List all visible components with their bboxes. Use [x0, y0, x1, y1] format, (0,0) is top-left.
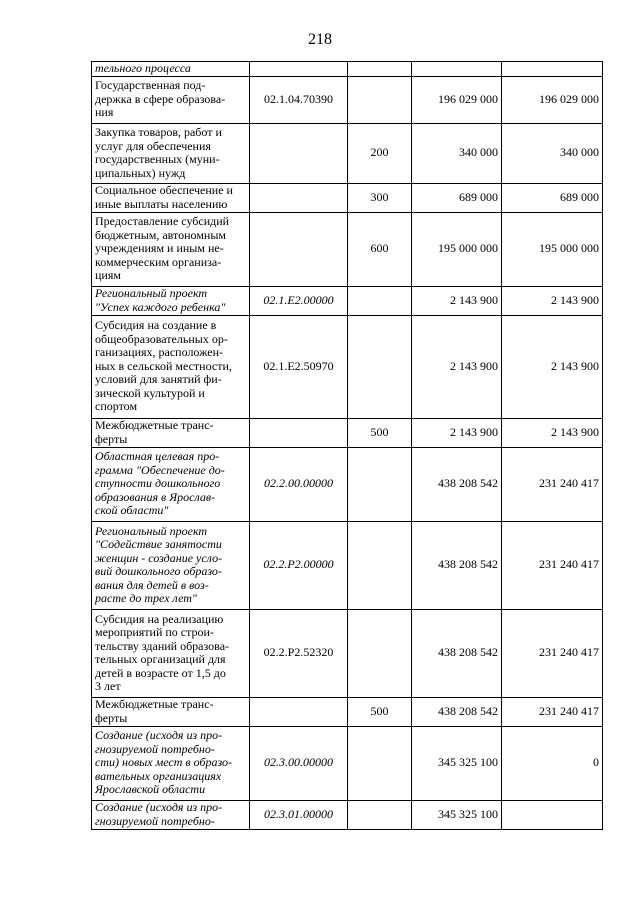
row-name-line: ступности дошкольного: [95, 476, 221, 491]
row-expense-type-cell: 500: [348, 697, 412, 726]
row-name-line: гнозируемой потребно-: [95, 813, 215, 828]
row-code-cell: [250, 212, 348, 286]
row-name-cell: [92, 609, 250, 697]
row-expense-type-cell: [348, 315, 412, 418]
row-name-line: мероприятий по строи-: [95, 625, 214, 639]
row-expense-type-cell: [348, 609, 412, 697]
row-code-cell: 02.2.P2.00000: [250, 521, 348, 609]
row-name-cell: [92, 697, 250, 726]
row-name-cell: [92, 447, 250, 521]
row-code-cell: 02.1.E2.00000: [250, 286, 348, 315]
row-name-line: 3 лет: [95, 679, 121, 693]
row-name-line: ных в сельской местности,: [95, 358, 232, 373]
row-code-cell: [250, 697, 348, 726]
row-name-line: Региональный проект: [95, 286, 208, 300]
row-amount-year1-cell: 2 143 900: [412, 315, 502, 418]
row-name-cell: [92, 212, 250, 286]
row-name-line: государственных (муни-: [95, 152, 220, 166]
row-name-cell: [92, 418, 250, 447]
row-amount-year1-cell: 345 325 100: [412, 800, 502, 829]
row-name-line: "Успех каждого ребенка": [95, 299, 226, 314]
row-amount-year1-cell: 345 325 100: [412, 726, 502, 800]
row-name-line: сти) новых мест в образо-: [95, 755, 233, 770]
row-name-line: вий дошкольного образо-: [95, 564, 222, 578]
row-name-line: Областная целевая про-: [95, 449, 220, 464]
row-amount-year1-cell: 2 143 900: [412, 418, 502, 447]
row-code-cell: 02.3.01.00000: [250, 800, 348, 829]
row-name-line: вательных организациях: [95, 768, 222, 783]
row-name-line: зической культурой и: [95, 385, 205, 400]
row-amount-year2-cell: 231 240 417: [502, 447, 603, 521]
row-amount-year2-cell: 231 240 417: [502, 697, 603, 726]
row-code-cell: 02.1.04.70390: [250, 76, 348, 123]
row-code-cell: 02.2.00.00000: [250, 447, 348, 521]
budget-table: [91, 61, 603, 830]
row-name-line: расте до трех лет": [95, 591, 197, 605]
row-name-line: спортом: [95, 399, 138, 414]
row-amount-year2-cell: 231 240 417: [502, 609, 603, 697]
row-expense-type-cell: 500: [348, 418, 412, 447]
row-name-line: Создание (исходя из про-: [95, 728, 223, 743]
row-expense-type-cell: [348, 76, 412, 123]
row-name-line: иные выплаты населению: [95, 196, 228, 211]
row-name-line: ферты: [95, 431, 128, 446]
row-name-line: Межбюджетные транс-: [95, 418, 214, 432]
row-name-line: Государственная под-: [95, 78, 206, 93]
row-name-line: циям: [95, 268, 121, 283]
row-name-line: ганизациях, расположен-: [95, 345, 224, 360]
row-name-line: учреждениям и иным не-: [95, 241, 224, 256]
row-name-cell: [92, 800, 250, 829]
row-amount-year2-cell: 231 240 417: [502, 521, 603, 609]
row-name-line: гнозируемой потребно-: [95, 741, 215, 756]
row-expense-type-cell: 300: [348, 183, 412, 212]
row-name-line: Социальное обеспечение и: [95, 183, 233, 197]
row-amount-year1-cell: 438 208 542: [412, 697, 502, 726]
row-amount-year2-cell: 195 000 000: [502, 212, 603, 286]
row-name-line: женщин - создание усло-: [95, 550, 223, 565]
row-name-line: услуг для обеспечения: [95, 138, 211, 153]
row-name-line: тельству зданий образова-: [95, 638, 230, 653]
page-number: 218: [308, 31, 332, 48]
table-row: [92, 697, 603, 726]
row-name-line: вания для детей в воз-: [95, 577, 209, 592]
row-name-line: Ярославской области: [95, 782, 206, 797]
table-row: [92, 726, 603, 800]
row-amount-year2-cell: 689 000: [502, 183, 603, 212]
row-expense-type-cell: [348, 447, 412, 521]
table-row: [92, 418, 603, 447]
row-code-cell: [250, 62, 348, 77]
row-name-line: "Содействие занятости: [95, 537, 222, 551]
row-amount-year1-cell: 340 000: [412, 123, 502, 183]
row-amount-year1-cell: 438 208 542: [412, 609, 502, 697]
table-row: [92, 447, 603, 521]
row-name-line: держка в сфере образова-: [95, 91, 226, 106]
table-row: [92, 212, 603, 286]
row-name-line: образования в Ярослав-: [95, 489, 216, 504]
row-expense-type-cell: [348, 286, 412, 315]
row-name-cell: [92, 183, 250, 212]
row-amount-year1-cell: 196 029 000: [412, 76, 502, 123]
row-name-line: ния: [95, 105, 114, 120]
row-amount-year1-cell: 2 143 900: [412, 286, 502, 315]
row-code-cell: 02.3.00.00000: [250, 726, 348, 800]
row-name-line: общеобразовательных ор-: [95, 331, 228, 346]
row-expense-type-cell: [348, 521, 412, 609]
row-amount-year2-cell: 340 000: [502, 123, 603, 183]
row-name-line: Региональный проект: [95, 523, 208, 538]
row-name-line: детей в возрасте от 1,5 до: [95, 665, 226, 680]
row-name-cell: [92, 76, 250, 123]
row-name-line: Создание (исходя из про-: [95, 800, 223, 814]
row-code-cell: [250, 183, 348, 212]
table-row: [92, 521, 603, 609]
row-name-line: Субсидия на реализацию: [95, 611, 224, 626]
table-row: [92, 62, 603, 77]
row-name-line: ферты: [95, 710, 128, 725]
row-code-cell: 02.1.E2.50970: [250, 315, 348, 418]
row-amount-year1-cell: 438 208 542: [412, 521, 502, 609]
row-amount-year2-cell: 2 143 900: [502, 315, 603, 418]
table-row: [92, 800, 603, 829]
row-name-line: условий для занятий фи-: [95, 372, 222, 387]
row-name-line: бюджетным, автономным: [95, 227, 226, 242]
row-expense-type-cell: [348, 62, 412, 77]
row-amount-year2-cell: [502, 800, 603, 829]
row-name-cell: [92, 521, 250, 609]
row-amount-year2-cell: 2 143 900: [502, 418, 603, 447]
row-name-line: Межбюджетные транс-: [95, 697, 214, 711]
row-amount-year1-cell: 195 000 000: [412, 212, 502, 286]
row-expense-type-cell: 200: [348, 123, 412, 183]
row-amount-year2-cell: 196 029 000: [502, 76, 603, 123]
row-name-cell: [92, 726, 250, 800]
row-name-cell: [92, 286, 250, 315]
row-amount-year1-cell: [412, 62, 502, 77]
row-name-line: коммерческим организа-: [95, 254, 222, 269]
table-row: [92, 315, 603, 418]
row-name-line: ципальных) нужд: [95, 165, 186, 180]
row-amount-year2-cell: 2 143 900: [502, 286, 603, 315]
row-amount-year2-cell: [502, 62, 603, 77]
row-name-line: ской области": [95, 503, 169, 518]
row-name-line: грамма "Обеспечение до-: [95, 462, 225, 477]
row-code-cell: [250, 123, 348, 183]
row-expense-type-cell: 600: [348, 212, 412, 286]
table-row: [92, 183, 603, 212]
table-row: [92, 609, 603, 697]
row-name-cell: [92, 62, 250, 77]
row-name-line: Закупка товаров, работ и: [95, 125, 222, 139]
row-expense-type-cell: [348, 800, 412, 829]
row-amount-year1-cell: 438 208 542: [412, 447, 502, 521]
row-name-line: тельного процесса: [95, 61, 191, 75]
row-amount-year1-cell: 689 000: [412, 183, 502, 212]
row-code-cell: 02.2.P2.52320: [250, 609, 348, 697]
table-row: [92, 76, 603, 123]
row-name-cell: [92, 123, 250, 183]
row-amount-year2-cell: 0: [502, 726, 603, 800]
table-row: [92, 286, 603, 315]
row-code-cell: [250, 418, 348, 447]
row-expense-type-cell: [348, 726, 412, 800]
row-name-line: тельных организаций для: [95, 652, 226, 666]
row-name-line: Субсидия на создание в: [95, 318, 217, 333]
table-row: [92, 123, 603, 183]
row-name-cell: [92, 315, 250, 418]
row-name-line: Предоставление субсидий: [95, 214, 230, 229]
